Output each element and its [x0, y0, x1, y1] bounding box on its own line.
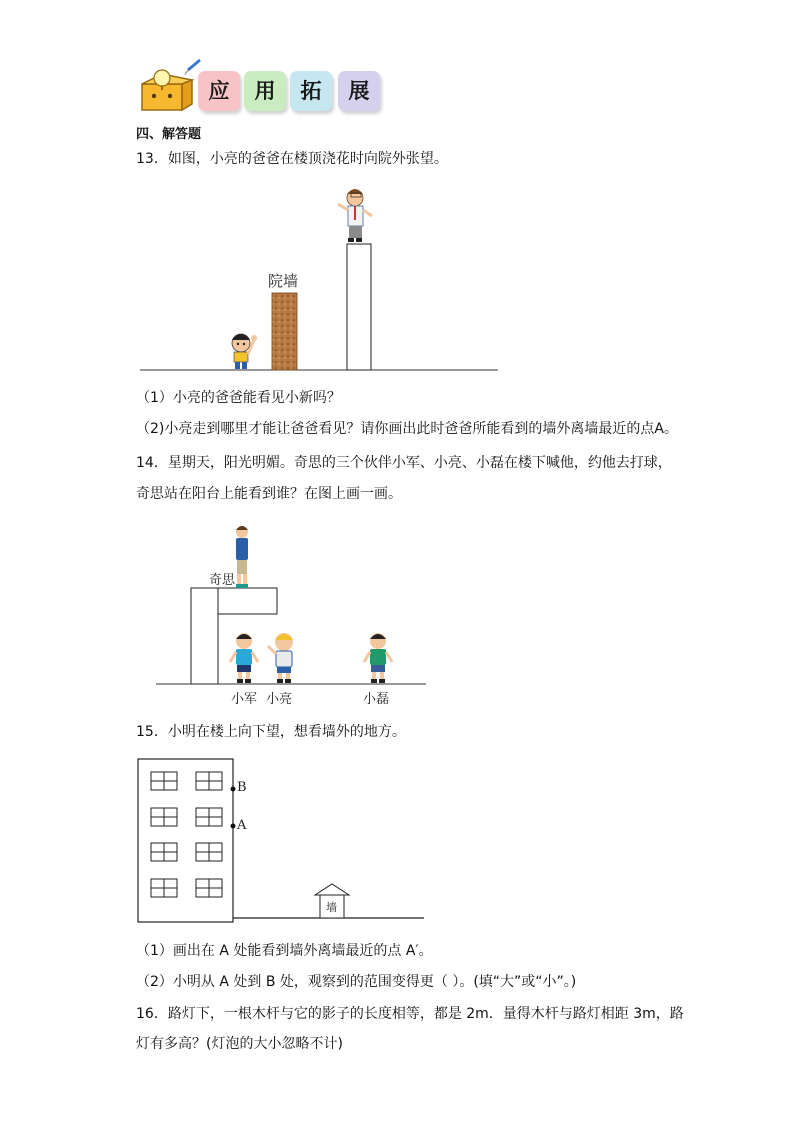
q14-figure: [150, 520, 440, 690]
q14-balcony: [218, 588, 277, 614]
q13-building: [347, 244, 371, 370]
q16-line1: 16．路灯下，一根木杆与它的影子的长度相等，都是 2m．量得木杆与路灯相距 3m，路: [136, 1006, 684, 1022]
q15-stem: 15．小明在楼上向下望，想看墙外的地方。: [136, 724, 406, 740]
q13-figure: [130, 180, 510, 380]
q14-label-qisi: 奇思: [209, 573, 236, 588]
banner-char-4: 展: [338, 71, 380, 111]
banner-char-3: 拓: [290, 71, 332, 111]
q14-line2: 奇思站在阳台上能看到谁？在图上画一画。: [136, 486, 402, 502]
banner-char-2: 用: [244, 71, 286, 111]
banner-char-1: 应: [198, 71, 240, 111]
q15-wall-roof: [315, 884, 349, 895]
q13-part1: （1）小亮的爸爸能看见小新吗？: [136, 390, 341, 406]
point-b-label: B: [237, 780, 247, 795]
q14-label-xiaoliang: 小亮: [266, 692, 293, 707]
point-a-label: A: [237, 818, 247, 833]
q14-building: [191, 588, 218, 684]
q13-yard-wall: [272, 293, 297, 370]
q13-wall-label: 院墙: [268, 272, 299, 290]
xiaoliang-figure-q14: [268, 633, 293, 683]
xiaojun-figure: [230, 633, 258, 683]
xiaoliang-figure: [232, 334, 257, 369]
point-b-dot: [231, 787, 236, 792]
xiaolei-figure: [364, 633, 392, 683]
q13-part2: （2)小亮走到哪里才能让爸爸看见？请你画出此时爸爸所能看到的墙外离墙最近的点A。: [136, 421, 678, 437]
q14-label-xiaojun: 小军: [231, 692, 258, 707]
q14-label-xiaolei: 小磊: [363, 692, 390, 707]
q14-line1: 14．星期天，阳光明媚。奇思的三个伙伴小军、小亮、小磊在楼下喊他，约他去打球，: [136, 455, 672, 471]
father-figure: [338, 189, 372, 242]
q15-part1: （1）画出在 A 处能看到墙外离墙最近的点 A′。: [136, 943, 433, 959]
q15-figure: [132, 755, 432, 925]
thinking-box-icon: [132, 66, 202, 116]
qisi-figure: [236, 526, 248, 588]
point-a-dot: [231, 824, 236, 829]
q16-line2: 灯有多高？(灯泡的大小忽略不计): [136, 1036, 343, 1052]
section-title: 四、解答题: [136, 127, 202, 142]
q15-wall-char: 墙: [326, 901, 337, 914]
q15-part2: （2）小明从 A 处到 B 处，观察到的范围变得更（ ）。(填“大”或“小”。): [136, 974, 577, 990]
q13-stem: 13．如图，小亮的爸爸在楼顶浇花时向院外张望。: [136, 151, 448, 167]
